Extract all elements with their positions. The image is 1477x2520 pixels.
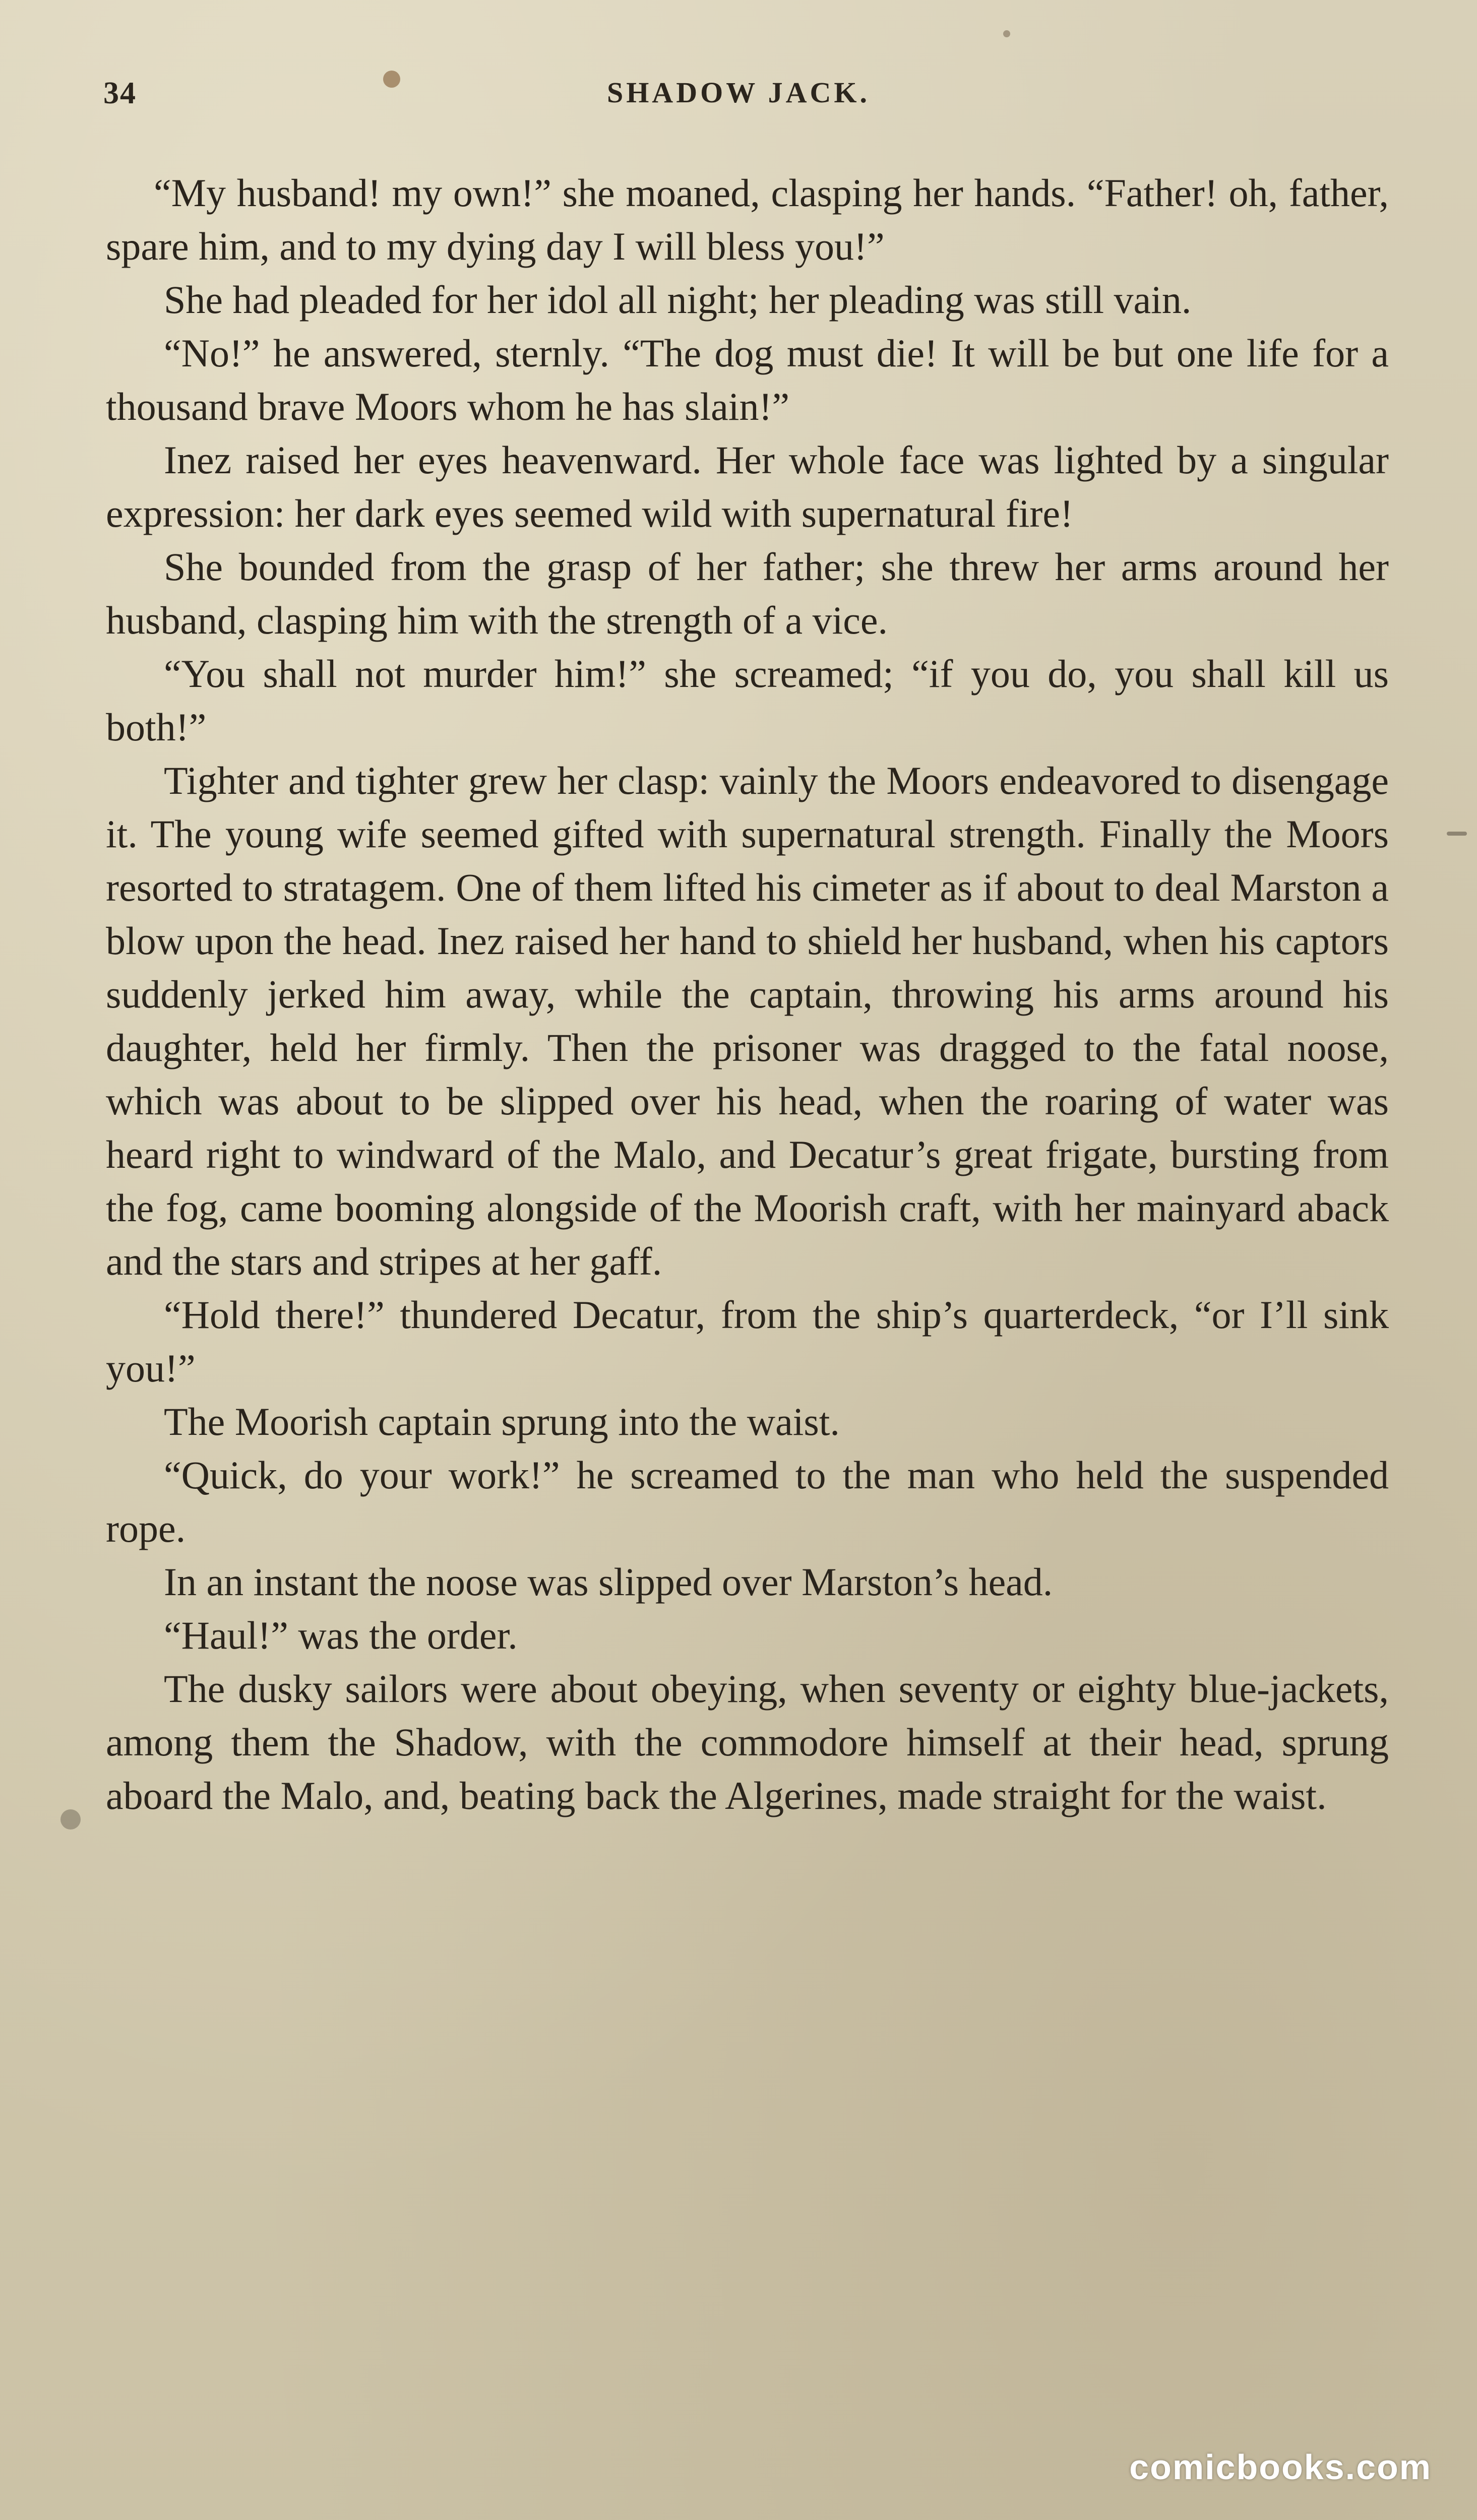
paragraph: Tighter and tighter grew her clasp: vainly the Moors endeavored to disengage it. The young wife seemed gifted with supernatural strength. Finally the Moors resorted to stratagem. One of them lifted his cimeter as if about to deal Marston a blow upon the head. Inez raised her hand to shield her husband, when his captors suddenly jerked him away, while the captain, throwing his arms around his daughter, held her firmly. Then the prisoner was dragged to the fatal noose, which was about to be slipped over his head, when the roaring of water was heard right to windward of the Malo, and Decatur’s great frigate, bursting from the fog, came booming alongside of the Moorish craft, with her mainyard aback and the stars and stripes at her gaff. <box>106 759 1389 1283</box>
paragraph: She had pleaded for her idol all night; her pleading was still vain. <box>164 278 1192 322</box>
paragraph: In an instant the noose was slipped over Marston’s head. <box>164 1560 1053 1604</box>
site-watermark: comicbooks.com <box>1129 2447 1432 2487</box>
paragraph: “Hold there!” thundered Decatur, from the ship’s quarterdeck, “or I’ll sink you!” <box>106 1293 1389 1390</box>
body-text <box>106 166 1389 1822</box>
paragraph: The dusky sailors were about obeying, when seventy or eighty blue-jackets, among them the Shadow, with the commodore himself at their head, sprung aboard the Malo, and, beating back the Algerines, made straight for the waist. <box>106 1667 1389 1817</box>
paragraph: “My husband! my own!” she moaned, clasping her hands. “Father! oh, father, spare him, and to my dying day I will bless you!” <box>106 171 1389 268</box>
paragraph: Inez raised her eyes heavenward. Her whole face was lighted by a singular expression: her dark eyes seemed wild with supernatural fire! <box>106 438 1389 535</box>
paragraph: “Haul!” was the order. <box>164 1613 518 1657</box>
paper-stain <box>1003 30 1010 37</box>
running-head: SHADOW JACK. <box>606 76 871 109</box>
paper-stain <box>1447 832 1467 836</box>
page-number: 34 <box>103 76 137 110</box>
paper-stain <box>60 1809 81 1830</box>
paragraph: “No!” he answered, sternly. “The dog must die! It will be but one life for a thousand brave Moors whom he has slain!” <box>106 331 1389 428</box>
paragraph: The Moorish captain sprung into the waist. <box>164 1400 840 1443</box>
page-header <box>0 76 1477 121</box>
paragraph: “You shall not murder him!” she screamed; “if you do, you shall kill us both!” <box>106 652 1389 749</box>
paragraph: “Quick, do your work!” he screamed to the man who held the suspended rope. <box>106 1453 1389 1550</box>
paragraph: She bounded from the grasp of her father; she threw her arms around her husband, clasping him with the strength of a vice. <box>106 545 1389 642</box>
